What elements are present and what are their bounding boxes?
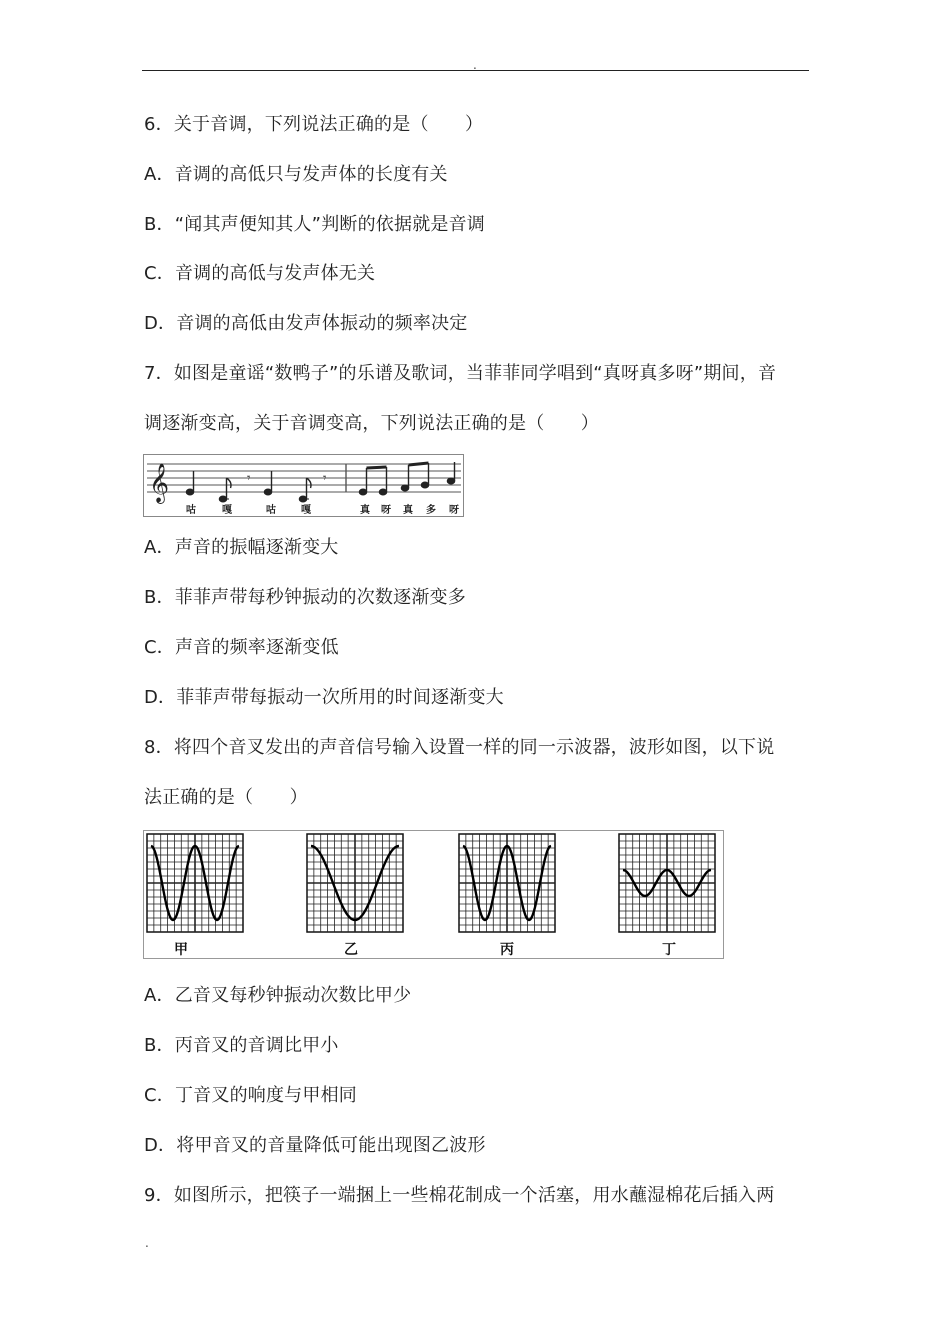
q6-option-d: D．音调的高低由发声体振动的频率决定 (144, 313, 468, 334)
q8-stem-line1: 8．将四个音叉发出的声音信号输入设置一样的同一示波器，波形如图，以下说 (144, 737, 775, 758)
q8-option-d: D．将甲音叉的音量降低可能出现图乙波形 (144, 1135, 486, 1156)
oscilloscope-waveforms-figure (143, 830, 725, 960)
header-rule (142, 70, 809, 71)
panel-label-ding: 丁 (662, 942, 676, 958)
q7-stem-line2: 调逐渐变高，关于音调变高，下列说法正确的是（ ） (144, 413, 599, 434)
header-mark: . (473, 58, 477, 72)
svg-text:𝄾: 𝄾 (247, 471, 251, 486)
lyric-7: 真 (403, 505, 413, 516)
panel-label-bing: 丙 (500, 942, 514, 958)
q9-stem-line1: 9．如图所示，把筷子一端捆上一些棉花制成一个活塞，用水蘸湿棉花后插入两 (144, 1185, 775, 1206)
oscilloscope-panel-yi (307, 834, 403, 932)
q7-option-c: C．声音的频率逐渐变低 (144, 637, 339, 658)
q8-option-b: B．丙音叉的音调比甲小 (144, 1035, 339, 1056)
lyric-8: 多 (426, 505, 436, 516)
music-score-figure (143, 454, 465, 518)
q6-option-b: B．“闻其声便知其人”判断的依据就是音调 (144, 214, 485, 235)
oscilloscope-panel-ding (619, 834, 715, 932)
oscilloscope-panel-jia (147, 834, 243, 932)
lyric-6: 呀 (381, 505, 391, 516)
lyric-9: 呀 (449, 505, 459, 516)
lyric-5: 真 (360, 505, 370, 516)
q8-option-a: A．乙音叉每秒钟振动次数比甲少 (144, 985, 412, 1006)
lyric-2: 嘎 (222, 505, 232, 516)
lyric-1: 咕 (186, 505, 196, 516)
q8-stem-line2: 法正确的是（ ） (144, 787, 308, 808)
q7-option-d: D．菲菲声带每振动一次所用的时间逐渐变大 (144, 687, 504, 708)
q6-option-a: A．音调的高低只与发声体的长度有关 (144, 164, 448, 185)
footer-mark: . (145, 1236, 149, 1250)
treble-clef-icon: 𝄞 (149, 463, 170, 503)
q7-stem-line1: 7．如图是童谣“数鸭子”的乐谱及歌词，当菲菲同学唱到“真呀真多呀”期间，音 (144, 363, 777, 384)
q7-option-b: B．菲菲声带每秒钟振动的次数逐渐变多 (144, 587, 466, 608)
svg-text:𝄾: 𝄾 (323, 471, 327, 486)
panel-label-yi: 乙 (344, 942, 358, 958)
q8-option-c: C．丁音叉的响度与甲相同 (144, 1085, 357, 1106)
oscilloscope-panel-bing (459, 834, 555, 932)
lyric-4: 嘎 (301, 505, 311, 516)
q7-option-a: A．声音的振幅逐渐变大 (144, 537, 339, 558)
q6-option-c: C．音调的高低与发声体无关 (144, 263, 376, 284)
q6-stem: 6．关于音调，下列说法正确的是（ ） (144, 114, 484, 135)
lyric-3: 咕 (266, 505, 276, 516)
panel-label-jia: 甲 (174, 942, 188, 958)
